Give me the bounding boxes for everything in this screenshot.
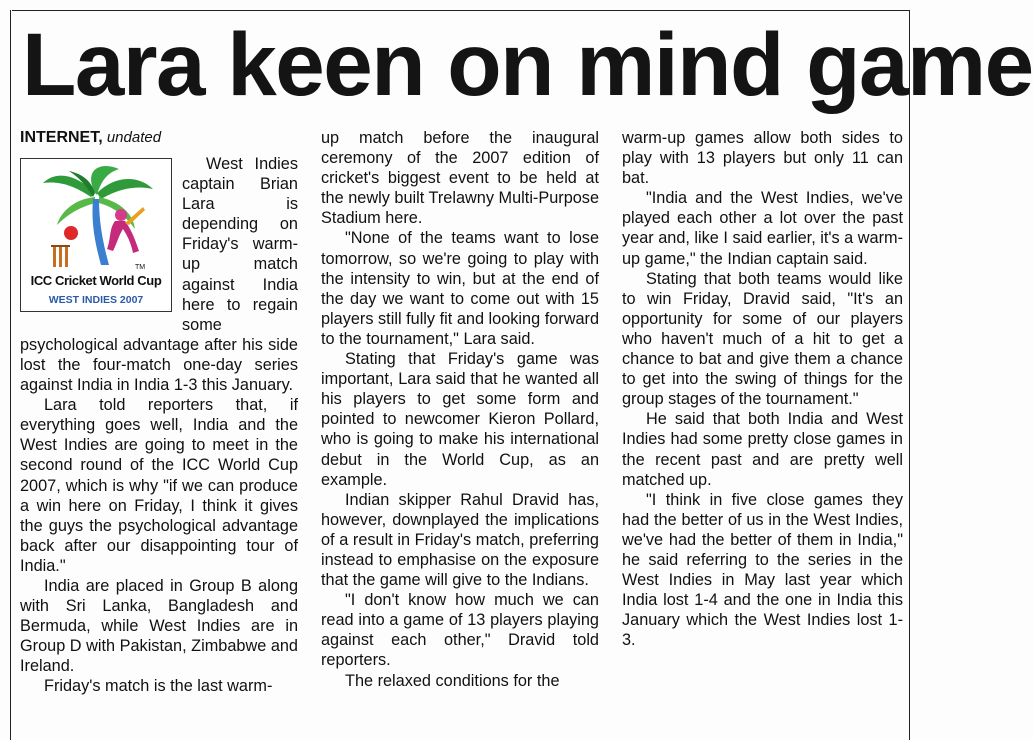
paragraph: "I don't know how much we can read into a game of 13 players playing against each other," Dravid told reporters. [321,591,599,670]
paragraph: Stating that Friday's game was important, Lara said that he wanted all his players to get some form and pointed to newcomer Kieron Pollard, who is going to make his international debut in the World Cup, as an example. [321,350,599,489]
top-border-rule [12,10,910,11]
paragraph: "None of the teams want to lose tomorrow, so we're going to play with the intensity to win, but at the end of the day we want to come out with 15 players still fully fit and looking forward to the tournament," Lara said. [321,229,599,348]
paragraph: "India and the West Indies, we've played each other a lot over the past year and, like I said earlier, it's a warm-up game," the Indian captain said. [622,189,903,268]
dateline-date: undated [106,129,162,146]
article-column-3 [622,128,903,650]
article-column-1 [20,128,298,697]
paragraph: "I think in five close games they had the better of us in the West Indies, we've had the better of them in India," he said referring to the series in the West Indies in May last year which India lost 1-4 and the one in India this January which the West Indies lost 1-3. [622,490,903,650]
paragraph: India are placed in Group B along with Sri Lanka, Bangladesh and Bermuda, while West Indies are in Group D with Pakistan, Zimbabwe and Ireland. [20,576,298,676]
paragraph: West Indies captain Brian Lara is depending on Friday's warm-up match against India here to regain some psychological advantage after his side lost the four-match one-day series against India in India 1-3 this January. [20,155,298,395]
palm-tree-cricketer-icon [35,163,159,273]
paragraph: He said that both India and West Indies had some pretty close games in the recent past and are pretty well matched up. [622,410,903,489]
trademark-mark: TM [135,264,146,271]
paragraph: Stating that both teams would like to win Friday, Dravid said, "It's an opportunity for some of our players who haven't much of a hit to get a chance to bat and give them a chance to get into the swing of things for the group stages of the tournament." [622,269,903,409]
world-cup-logo [20,158,172,312]
logo-title: ICC Cricket World Cup [30,273,162,288]
paragraph: Friday's match is the last warm- [44,677,273,696]
right-border-rule [909,10,910,740]
article-column-2 [321,128,599,691]
dateline [20,128,298,148]
paragraph: warm-up games allow both sides to play with 13 players but only 11 can bat. [622,129,903,188]
dateline-source: INTERNET, [20,129,103,146]
paragraph: up match before the inaugural ceremony of the 2007 edition of cricket's biggest event to be held at the newly built Trelawny Multi-Purpose Stadium here. [321,129,599,228]
left-border-rule [10,10,11,740]
paragraph: Indian skipper Rahul Dravid has, however, downplayed the implications of a result in Friday's match, preferring instead to emphasise on the exposure that the game will give to the Indians. [321,490,599,590]
logo-subtitle: WEST INDIES 2007 [48,294,144,306]
headline: Lara keen on mind game [22,14,1033,114]
paragraph: Lara told reporters that, if everything goes well, India and the West Indies are going to meet in the second round of the ICC World Cup 2007, which is why "if we can produce a win here on Friday, I think it gives the guys the psychological advantage back after our disappointing tour of India." [20,396,298,575]
paragraph: The relaxed conditions for the [345,671,560,690]
